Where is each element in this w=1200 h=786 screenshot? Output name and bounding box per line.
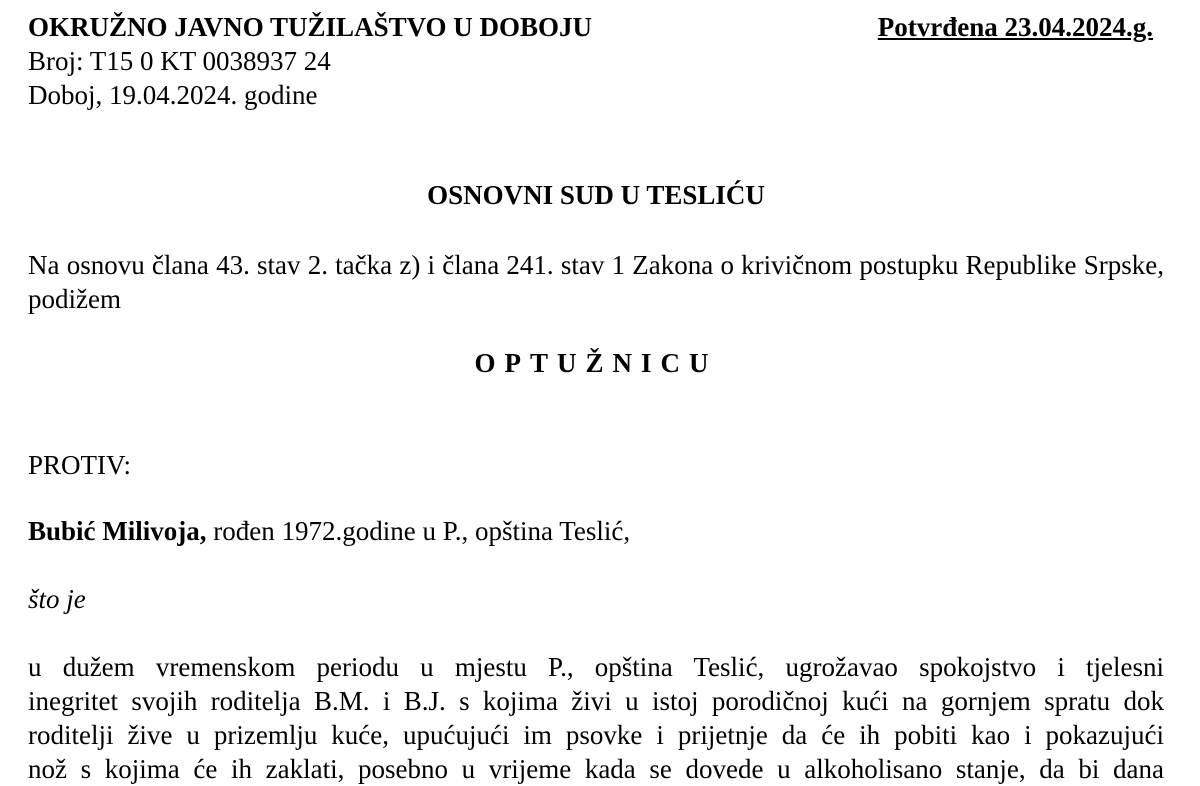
defendant-line	[28, 514, 630, 548]
charge-intro: što je	[28, 584, 86, 614]
defendant-name: Bubić Milivoja,	[28, 516, 207, 546]
charge-line: nož s kojima će ih zaklati, posebno u vrijeme kada se dovede u alkoholisano stanje, da bi dana	[28, 754, 1164, 784]
legal-basis-paragraph: Na osnovu člana 43. stav 2. tačka z) i člana 241. stav 1 Zakona o krivičnom postupku Republike Srpske, podižem	[28, 250, 1164, 314]
against-label: PROTIV:	[28, 450, 132, 480]
court-name: OSNOVNI SUD U TESLIĆU	[427, 180, 765, 210]
document-type-heading: OPTUŽNICU	[474, 348, 718, 378]
case-number: Broj: T15 0 KT 0038937 24	[28, 46, 331, 76]
charge-line: roditelji žive u prizemlju kuće, upućujući im psovke i prijetnje da će ih pobiti kao i pokazujući	[28, 720, 1164, 750]
place-and-date: Doboj, 19.04.2024. godine	[28, 80, 318, 110]
charge-line: inegritet svojih roditelja B.M. i B.J. s kojima živi u istoj porodičnoj kući na gornjem spratu dok	[28, 686, 1164, 716]
charge-description	[28, 650, 1164, 786]
charge-line: u dužem vremenskom periodu u mjestu P., opština Teslić, ugrožavao spokojstvo i tjelesni	[28, 652, 1164, 682]
defendant-details: rođen 1972.godine u P., opština Teslić,	[206, 516, 631, 546]
prosecutor-office-name: OKRUŽNO JAVNO TUŽILAŠTVO U DOBOJU	[28, 12, 593, 42]
confirmation-date: Potvrđena 23.04.2024.g.	[877, 12, 1153, 42]
